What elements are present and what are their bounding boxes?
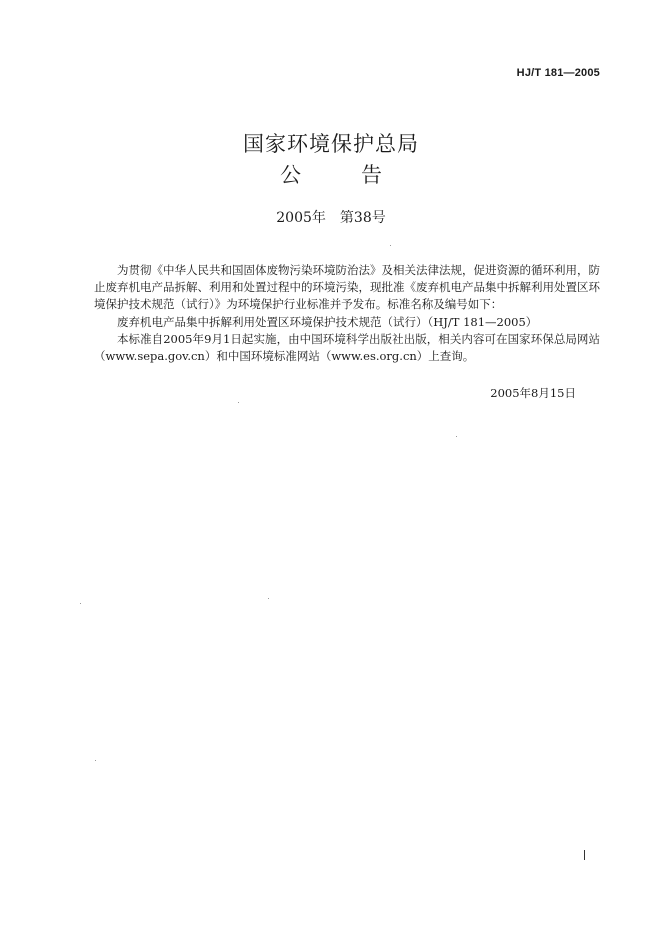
scan-speck [456, 436, 457, 437]
issue-number: 第38号 [339, 210, 386, 226]
scan-speck [95, 760, 96, 761]
issuing-agency-title: 国家环境保护总局 [243, 132, 419, 156]
document-type-title [0, 159, 662, 189]
scan-speck [80, 603, 81, 604]
scan-speck [268, 598, 269, 599]
body-paragraph: 废弃机电产品集中拆解利用处置区环境保护技术规范（试行）（HJ/T 181—2005） [117, 314, 538, 329]
document-type-char-1: 公 [280, 163, 301, 187]
page-number [584, 850, 585, 860]
announcement-body [94, 262, 600, 365]
body-paragraph: 为贯彻《中华人民共和国固体废物污染环境防治法》及相关法律法规，促进资源的循环利用，防止废弃机电产品拆解、利用和处置过程中的环境污染，现批准《废弃机电产品集中拆解利用处置区环境保护技术规范（试行）》为环境保护行业标准并予发布。标准名称及编号如下： [94, 263, 600, 312]
scan-speck [390, 245, 391, 246]
standard-code: HJ/T 181—2005 [516, 67, 600, 79]
signature-date: 2005年8月15日 [490, 386, 576, 400]
document-type-char-2: 告 [361, 163, 382, 187]
scan-speck [238, 402, 239, 403]
body-paragraph: 本标准自2005年9月1日起实施，由中国环境科学出版社出版，相关内容可在国家环保总局网站（www.sepa.gov.cn）和中国环境标准网站（www.es.org.cn）上查询。 [94, 331, 600, 364]
issue-year: 2005年 [276, 210, 326, 226]
issue-line [0, 207, 662, 227]
